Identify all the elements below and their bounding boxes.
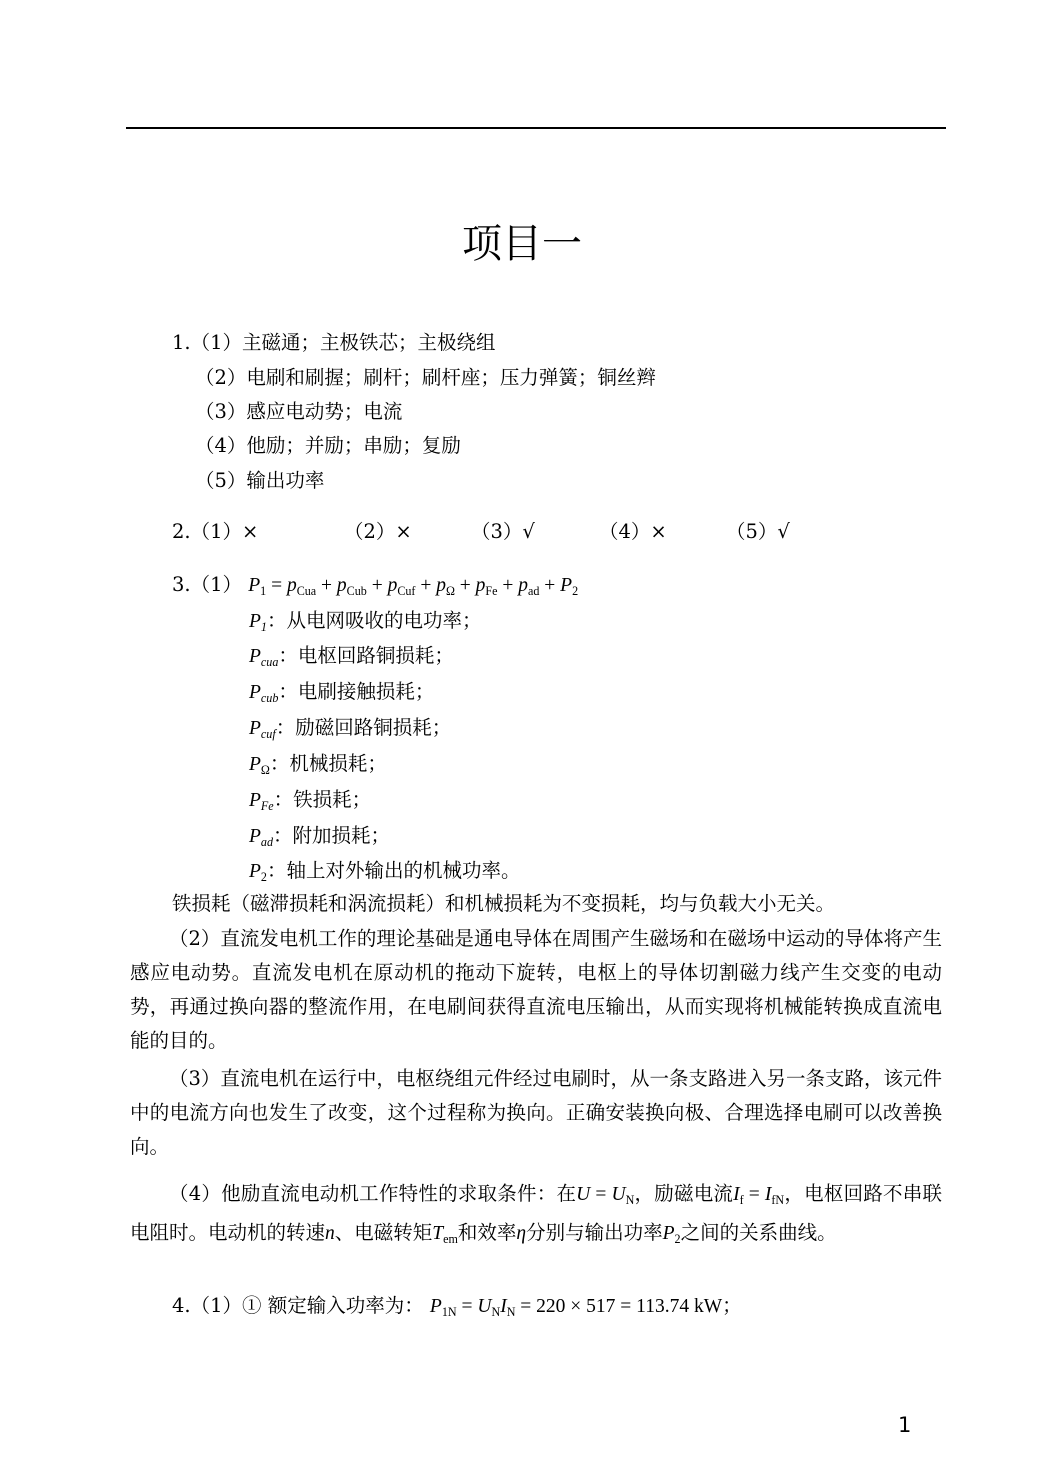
q3-definition: $P_{Fe}$：铁损耗； xyxy=(249,788,372,814)
q3-paragraph-4: （4）他励直流电动机工作特性的求取条件：在$U = U_N$，励磁电流$I_f = I_{fN}$，电枢回路不串联电阻时。电动机的转速n、电磁转矩$T_{em}$和效率η分别与输出功率$P_2$之间的关系曲线。 xyxy=(130,1182,942,1247)
power-equation: $P_1 = p_{Cua} + p_{Cub} + p_{Cuf} + p_\Omega + p_{Fe} + p_{ad} + P_2$ xyxy=(248,575,579,599)
q3-label: 3. xyxy=(172,573,191,596)
q3-note: 铁损耗（磁滞损耗和涡流损耗）和机械损耗为不变损耗，均与负载大小无关。 xyxy=(172,892,836,915)
rated-input-power-equation: $P_{1N} = U_NI_N = 220 \times 517 = 113.74$ kW xyxy=(429,1296,723,1320)
q1-item: （2）电刷和刷握；刷杆；刷杆座；压力弹簧；铜丝辫 xyxy=(195,366,656,389)
q3-equation-line xyxy=(172,572,578,599)
q1-item: （4）他励；并励；串励；复励 xyxy=(195,434,461,457)
q3-definition: $P_\Omega$：机械损耗； xyxy=(249,752,387,778)
q3-paragraph-2: （2）直流发电机工作的理论基础是通电导体在周围产生磁场和在磁场中运动的导体将产生感应电动势。直流发电机在原动机的拖动下旋转，电枢上的导体切割磁力线产生交变的电动势，再通过换向器的整流作用，在电刷间获得直流电压输出，从而实现将机械能转换成直流电能的目的。 xyxy=(130,927,942,1052)
page-number: 1 xyxy=(898,1413,912,1437)
q3-definition: $P_{ad}$：附加损耗； xyxy=(249,824,391,850)
q2-label: 2. xyxy=(172,520,191,543)
q2-answer: （5）√ xyxy=(726,520,790,543)
q3-definition: $P_{cuf}$：励磁回路铜损耗； xyxy=(249,716,452,742)
q1-label: 1. xyxy=(172,331,191,354)
q4-line: 4.（1）① 额定输入功率为： $P_{1N} = U_NI_N = 220 \times 517 = 113.74$ kW； xyxy=(172,1294,742,1320)
q3-part1-label: （1） xyxy=(190,573,243,596)
q1-item: （1）主磁通；主极铁芯；主极绕组 xyxy=(190,331,496,354)
q2-line xyxy=(172,519,258,545)
q1-item: （3）感应电动势；电流 xyxy=(195,400,403,423)
q3-definition: $P_2$：轴上对外输出的机械功率。 xyxy=(249,859,521,885)
q2-answer: （1）× xyxy=(190,520,259,543)
page-title: 项目一 xyxy=(462,221,582,267)
header-rule xyxy=(126,127,946,129)
q3-definition: $P_{cua}$：电枢回路铜损耗； xyxy=(249,644,454,670)
q2-answer: （3）√ xyxy=(471,520,535,543)
q2-answer: （2）× xyxy=(344,520,412,543)
q2-answer: （4）× xyxy=(599,520,667,543)
q4-label: 4. xyxy=(172,1294,191,1317)
q3-definition: $P_1$：从电网吸收的电功率； xyxy=(249,609,482,635)
q3-paragraph-3: （3）直流电机在运行中，电枢绕组元件经过电刷时，从一条支路进入另一条支路，该元件中的电流方向也发生了改变，这个过程称为换向。正确安装换向极、合理选择电刷可以改善换向。 xyxy=(130,1067,942,1158)
q1-line-1 xyxy=(172,330,496,356)
q3-definition: $P_{cub}$：电刷接触损耗； xyxy=(249,680,435,706)
q1-item: （5）输出功率 xyxy=(195,469,325,492)
